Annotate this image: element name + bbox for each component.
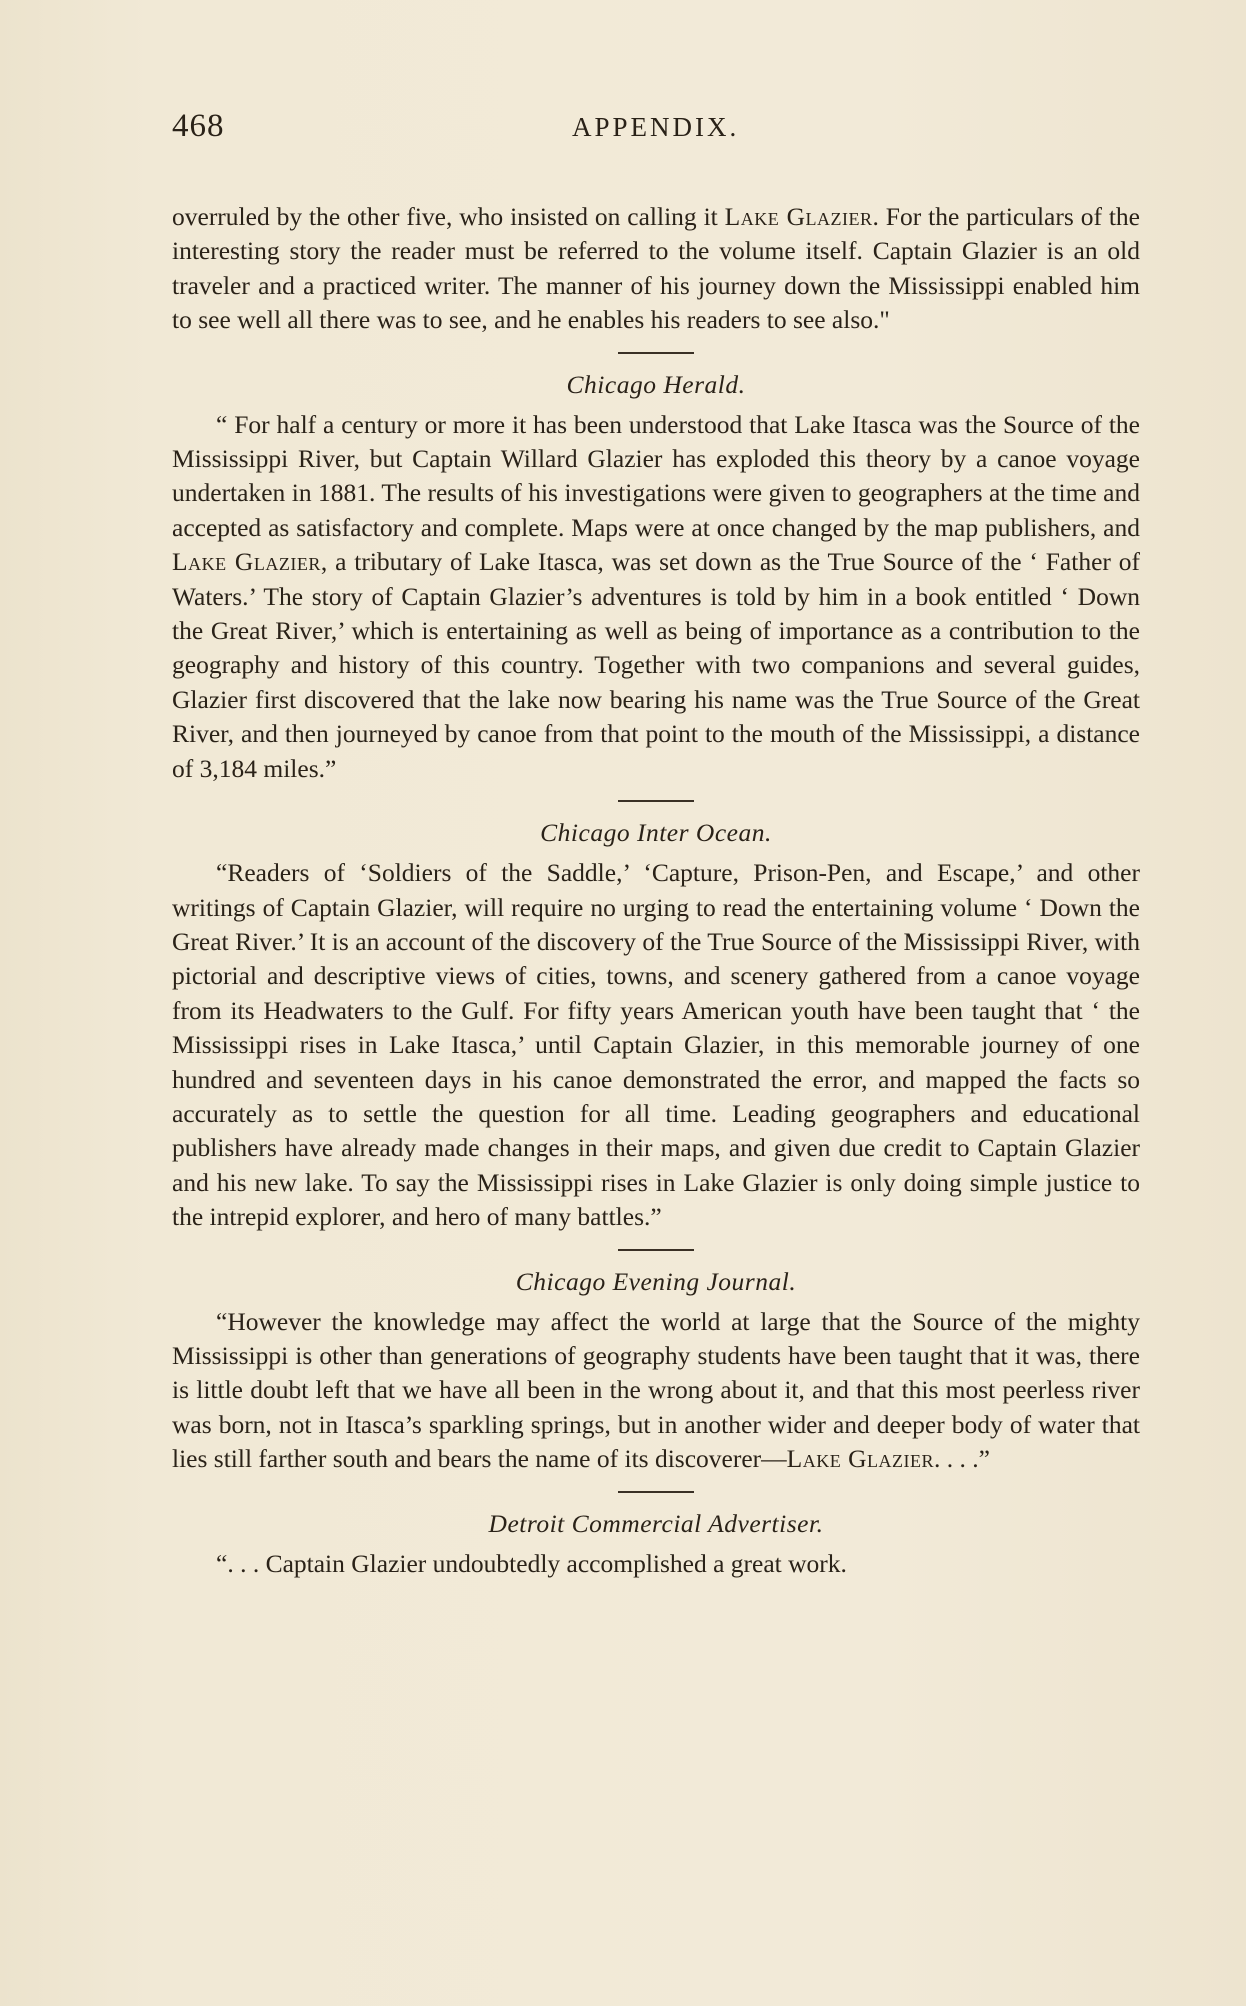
journal-text-after: . . . .” bbox=[934, 1444, 990, 1474]
lake-glazier-smallcaps: Lake Glazier bbox=[786, 1444, 935, 1474]
source-title-evening-journal: Chicago Evening Journal. bbox=[515, 1266, 797, 1296]
journal-text-before: “However the knowledge may affect the world at large that the Source of the mighty Mississippi is other than generations of geography students have been taught that it was, there is little doubt left that we have all been in the wrong about it, and that this most peerless river was born, not in Itasca’s sparkling springs, but in another wider and deeper body of water that lies still farther south and bears the name of its discoverer— bbox=[172, 1306, 1140, 1474]
page-content bbox=[172, 108, 1140, 1581]
source-title-herald: Chicago Herald. bbox=[566, 369, 746, 399]
review-paragraph-herald bbox=[172, 408, 1140, 786]
section-divider bbox=[618, 1491, 694, 1493]
section-divider bbox=[618, 1249, 694, 1251]
continuation-paragraph bbox=[172, 200, 1140, 338]
running-head: APPENDIX. bbox=[572, 112, 740, 142]
lake-glazier-smallcaps: Lake Glazier bbox=[172, 547, 321, 577]
continuation-text-before: overruled by the other five, who insisted on calling it bbox=[172, 202, 725, 231]
lake-glazier-smallcaps: Lake Glazier bbox=[724, 202, 873, 231]
source-title-detroit: Detroit Commercial Advertiser. bbox=[488, 1508, 824, 1538]
herald-text-after: , a tributary of Lake Itasca, was set down as the True Source of the ‘ Father of Waters.’ The story of Captain Glazier’s adventures is told by him in a book entitled ‘ Down the Great River,’ which is entertaining as well as being of importance as a contribution to the geography and history of this country. Together with two companions and several guides, Glazier first discovered that the lake now bearing his name was the True Source of the Great River, and then journeyed by canoe from that point to the mouth of the Mississippi, a distance of 3,184 miles.” bbox=[172, 547, 1140, 783]
section-divider bbox=[618, 352, 694, 354]
page-header bbox=[172, 108, 1140, 158]
section-divider bbox=[618, 800, 694, 802]
review-paragraph-inter-ocean: “Readers of ‘Soldiers of the Saddle,’ ‘Capture, Prison-Pen, and Escape,’ and other writings of Captain Glazier, will require no urging to read the entertaining volume ‘ Down the Great River.’ It is an account of the discovery of the True Source of the Mississippi River, with pictorial and descriptive views of cities, towns, and scenery gathered from a canoe voyage from its Headwaters to the Gulf. For fifty years American youth have been taught that ‘ the Mississippi rises in Lake Itasca,’ until Captain Glazier, in this memorable journey of one hundred and seventeen days in his canoe demonstrated the error, and mapped the facts so accurately as to settle the question for all time. Leading geographers and educational publishers have already made changes in their maps, and given due credit to Captain Glazier and his new lake. To say the Mississippi rises in Lake Glazier is only doing simple justice to the intrepid explorer, and hero of many battles.” bbox=[172, 858, 1140, 1232]
review-paragraph-detroit: “. . . Captain Glazier undoubtedly accomplished a great work. bbox=[216, 1548, 847, 1578]
review-paragraph-evening-journal bbox=[172, 1305, 1140, 1477]
continuation-text-after: . For the particulars of the interesting story the reader must be referred to the volume itself. Captain Glazier is an old traveler and a practiced writer. The manner of his journey down the Mississippi enabled him to see well all there was to see, and he enables his readers to see also." bbox=[172, 202, 1140, 335]
page-number: 468 bbox=[172, 108, 225, 144]
source-title-inter-ocean: Chicago Inter Ocean. bbox=[540, 818, 772, 848]
herald-text-before: “ For half a century or more it has been understood that Lake Itasca was the Source of the Mississippi River, but Captain Willard Glazier has exploded this theory by a canoe voyage undertaken in 1881. The results of his investigations were given to geographers at the time and accepted as satisfactory and complete. Maps were at once changed by the map publishers, and bbox=[172, 409, 1140, 542]
